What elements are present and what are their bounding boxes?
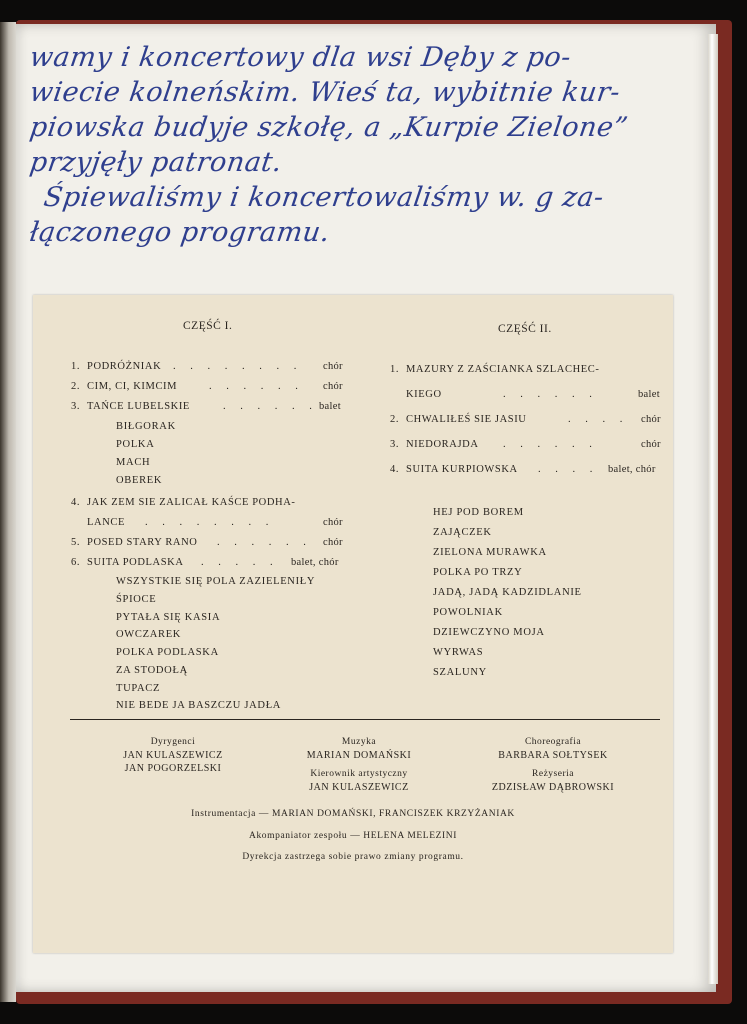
performer: chór [323, 517, 343, 528]
sub-item: POLKA [116, 439, 155, 450]
program-item: 3. TAŃCE LUBELSKIE [71, 401, 190, 412]
program-item: 1. MAZURY Z ZAŚCIANKA SZLACHEC- [390, 364, 600, 375]
sub-item: DZIEWCZYNO MOJA [433, 627, 545, 638]
instrumentation-line: Instrumentacja — MARIAN DOMAŃSKI, FRANCISZEK KRZYŻANIAK [191, 809, 515, 819]
dot-leader: . . . . . . [223, 401, 318, 412]
accompanist-line: Akompaniator zespołu — HELENA MELEZINI [248, 831, 457, 841]
credit-name: BARBARA SOŁTYSEK [498, 750, 608, 761]
credit-role: Reżyseria [532, 769, 574, 779]
part-2-title: CZĘŚĆ II. [498, 323, 552, 335]
program-item: 4. SUITA KURPIOWSKA [390, 464, 518, 475]
credit-music [259, 736, 459, 762]
program-item: 6. SUITA PODLASKA [71, 557, 184, 568]
program-item-continued: KIEGO [406, 389, 442, 400]
sub-item: NIE BEDE JA BASZCZU JADŁA [116, 700, 282, 711]
dot-leader: . . . . . . [503, 389, 598, 400]
credit-direction [453, 768, 653, 794]
program-item: 4. JAK ZEM SIE ZALICAŁ KAŚCE PODHA- [71, 497, 296, 508]
part-1-title: CZĘŚĆ I. [183, 320, 233, 332]
sub-item: OBEREK [116, 475, 163, 486]
program-item: 2. CHWALIŁEŚ SIE JASIU [390, 414, 527, 425]
dot-leader: . . . . . . [209, 381, 304, 392]
credit-name: ZDZISŁAW DĄBROWSKI [491, 782, 615, 793]
credit-name: JAN POGORZELSKI [124, 763, 222, 774]
performer: balet, chór [291, 557, 339, 568]
program-item-continued: LANCE [87, 517, 125, 528]
handwritten-line-2: wiecie kolneńskim. Wieś ta, wybitnie kur- [27, 77, 623, 108]
credit-name: MARIAN DOMAŃSKI [306, 750, 412, 761]
credit-role: Muzyka [341, 737, 377, 747]
credit-art-director [259, 768, 459, 794]
sub-item: POLKA PODLASKA [116, 647, 219, 658]
credit-conductors [73, 736, 273, 775]
sub-item: BIŁGORAK [116, 421, 176, 432]
sub-item: OWCZAREK [116, 629, 182, 640]
sub-item: PYTAŁA SIĘ KASIA [116, 612, 221, 623]
performer: chór [323, 361, 343, 372]
credit-choreography [453, 736, 653, 762]
book-left-edge [0, 22, 16, 1002]
sub-item: WSZYSTKIE SIĘ POLA ZAZIELENIŁY [116, 576, 316, 587]
program-item: 2. CIM, CI, KIMCIM [71, 381, 178, 392]
notice-line: Dyrekcja zastrzega sobie prawo zmiany programu. [242, 852, 464, 862]
sub-item: ZAJĄCZEK [433, 527, 492, 538]
handwritten-line-3: piowska budyje szkołę, a „Kurpie Zielone” [27, 112, 631, 143]
dot-leader: . . . . . . . . [173, 361, 303, 372]
sub-item: HEJ POD BOREM [433, 507, 524, 518]
sub-item: ŚPIOCE [116, 594, 157, 605]
divider-rule [70, 719, 660, 720]
program-item: 1. PODRÓŻNIAK [71, 361, 162, 372]
handwritten-line-6: łączonego programu. [27, 217, 332, 248]
sub-item: ZIELONA MURAWKA [433, 547, 547, 558]
credit-role: Kierownik artystyczny [310, 769, 408, 779]
sub-item: TUPACZ [116, 683, 161, 694]
dot-leader: . . . . . . [217, 537, 312, 548]
credit-role: Choreografia [524, 737, 582, 747]
credit-role: Dyrygenci [150, 737, 196, 747]
dot-leader: . . . . . [201, 557, 279, 568]
performer: chór [641, 414, 661, 425]
handwritten-line-4: przyjęły patronat. [27, 147, 285, 178]
sub-item: POWOLNIAK [433, 607, 503, 618]
performer: balet, chór [608, 464, 656, 475]
credit-name: JAN KULASZEWICZ [123, 750, 223, 761]
performer: chór [641, 439, 661, 450]
handwritten-line-5: Śpiewaliśmy i koncertowaliśmy w. g za- [41, 182, 606, 213]
program-item: 5. POSED STARY RANO [71, 537, 198, 548]
page-edge [708, 34, 718, 984]
sub-item: SZALUNY [433, 667, 487, 678]
performer: chór [323, 537, 343, 548]
handwritten-note [27, 40, 690, 250]
sub-item: WYRWAS [433, 647, 484, 658]
sub-item: MACH [116, 457, 151, 468]
performer: balet [638, 389, 660, 400]
sub-item: POLKA PO TRZY [433, 567, 523, 578]
credit-name: JAN KULASZEWICZ [309, 782, 409, 793]
program-sheet [33, 295, 673, 953]
sub-item: JADĄ, JADĄ KADZIDLANIE [433, 587, 582, 598]
performer: chór [323, 381, 343, 392]
dot-leader: . . . . [568, 414, 629, 425]
program-item: 3. NIEDORAJDA [390, 439, 479, 450]
dot-leader: . . . . [538, 464, 599, 475]
sub-item: ZA STODOŁĄ [116, 665, 188, 676]
dot-leader: . . . . . . [503, 439, 598, 450]
handwritten-line-1: wamy i koncertowy dla wsi Dęby z po- [27, 42, 574, 73]
dot-leader: . . . . . . . . [145, 517, 275, 528]
performer: balet [319, 401, 341, 412]
